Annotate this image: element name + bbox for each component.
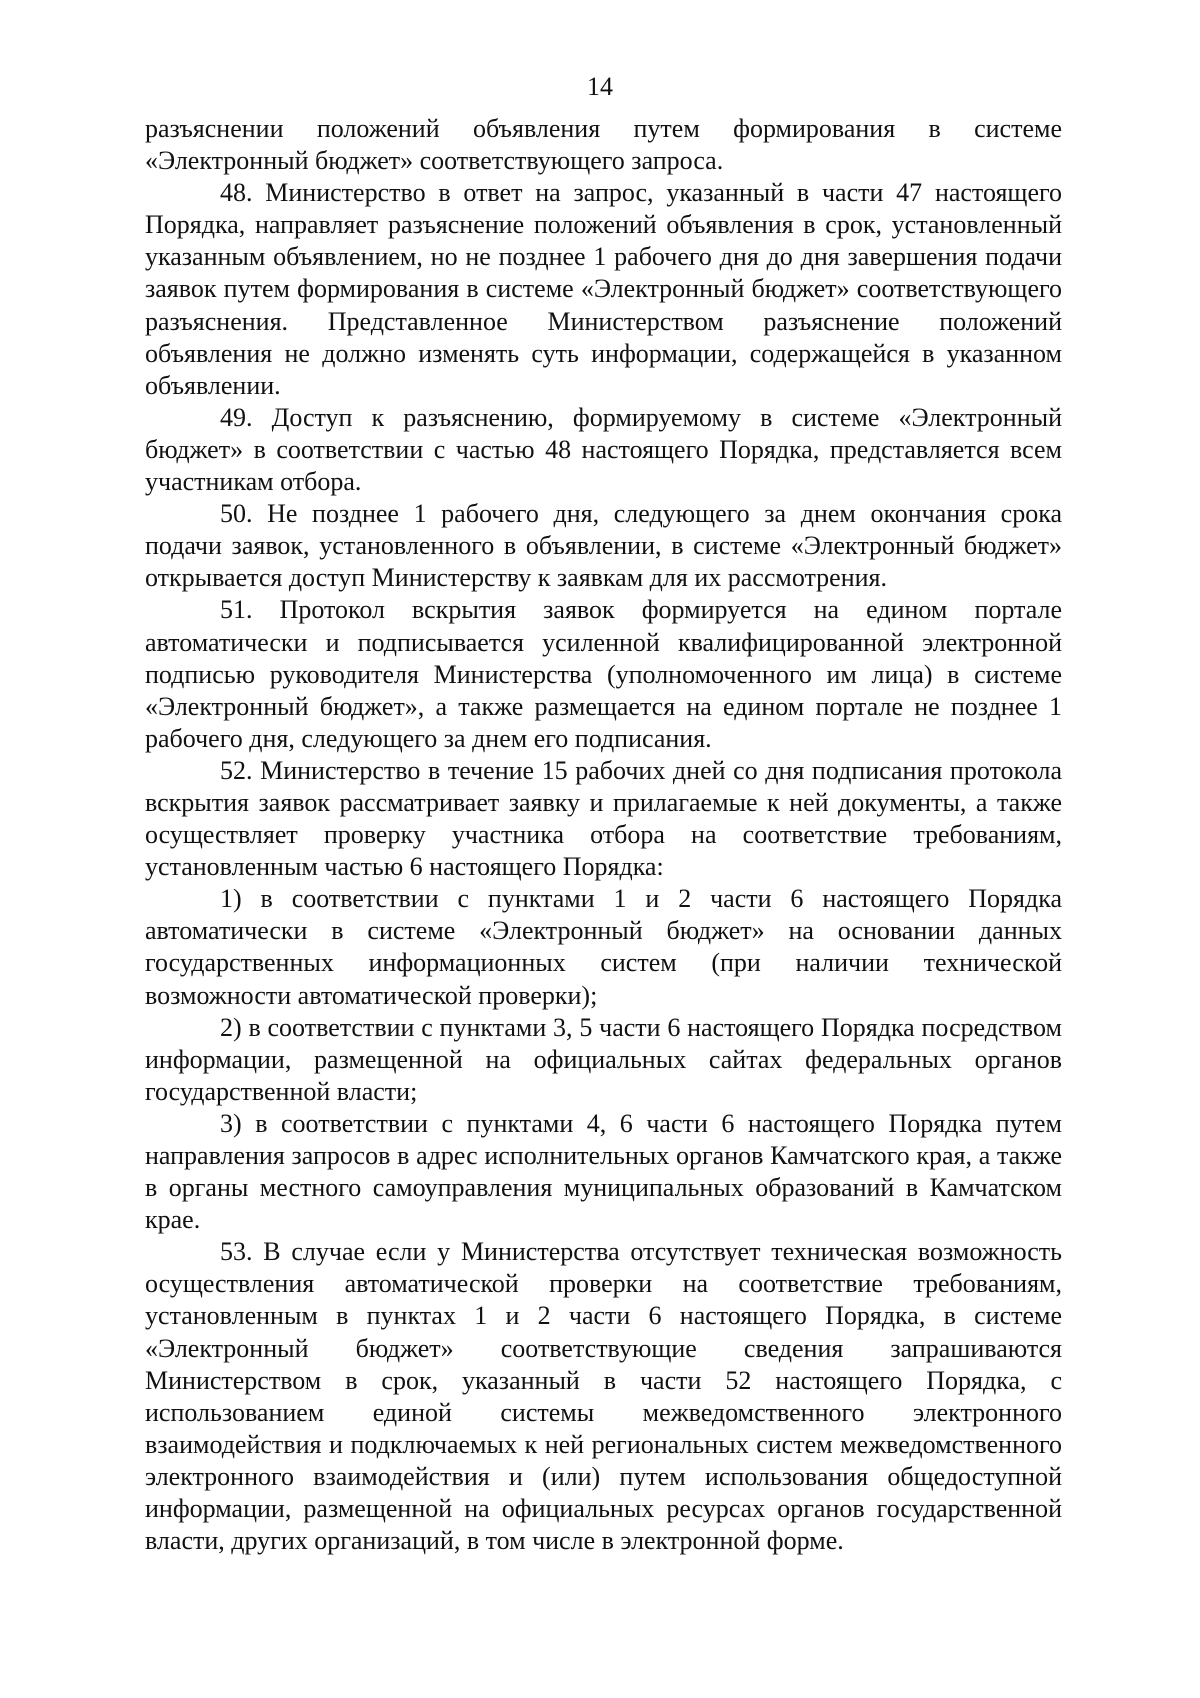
document-body <box>145 113 1062 1557</box>
list-item-52-2: 2) в соответствии с пунктами 3, 5 части 6 настоящего Порядка посредством информации, размещенной на официальных сайтах федеральных органов государственной власти; <box>145 1012 1062 1106</box>
page-number: 14 <box>587 72 613 101</box>
paragraph-48: 48. Министерство в ответ на запрос, указанный в части 47 настоящего Порядка, направляет разъяснение положений объявления в срок, установленный указанным объявлением, но не позднее 1 рабочего дня до дня завершения подачи заявок путем формирования в системе «Электронный бюджет» соответствующего разъяснения. Представленное Министерством разъяснение положений объявления не должно изменять суть информации, содержащейся в указанном объявлении. <box>145 178 1062 400</box>
list-item-52-1: 1) в соответствии с пунктами 1 и 2 части 6 настоящего Порядка автоматически в системе «Электронный бюджет» на основании данных государственных информационных систем (при наличии технической возможности автоматической проверки); <box>145 884 1062 1010</box>
paragraph-53: 53. В случае если у Министерства отсутствует техническая возможность осуществления автоматической проверки на соответствие требованиям, установленным в пунктах 1 и 2 части 6 настоящего Порядка, в системе «Электронный бюджет» соответствующие сведения запрашиваются Министерством в срок, указанный в части 52 настоящего Порядка, с использованием единой системы межведомственного электронного взаимодействия и подключаемых к ней региональных систем межведомственного электронного взаимодействия и (или) путем использования общедоступной информации, размещенной на официальных ресурсах органов государственной власти, других организаций, в том числе в электронной форме. <box>145 1237 1062 1556</box>
paragraph-52: 52. Министерство в течение 15 рабочих дней со дня подписания протокола вскрытия заявок рассматривает заявку и прилагаемые к ней документы, а также осуществляет проверку участника отбора на соответствие требованиям, установленным частью 6 настоящего Порядка: <box>145 755 1062 882</box>
paragraph-51: 51. Протокол вскрытия заявок формируется на едином портале автоматически и подписывается усиленной квалифицированной электронной подписью руководителя Министерства (уполномоченного им лица) в системе «Электронный бюджет», а также размещается на едином портале не позднее 1 рабочего дня, следующего за днем его подписания. <box>145 595 1062 753</box>
paragraph-continuation: разъяснении положений объявления путем формирования в системе «Электронный бюджет» соответствующего запроса. <box>145 114 1062 176</box>
paragraph-49: 49. Доступ к разъяснению, формируемому в системе «Электронный бюджет» в соответствии с частью 48 настоящего Порядка, представляется всем участникам отбора. <box>145 402 1062 497</box>
list-item-52-3: 3) в соответствии с пунктами 4, 6 части 6 настоящего Порядка путем направления запросов в адрес исполнительных органов Камчатского края, а также в органы местного самоуправления муниципальных образований в Камчатском крае. <box>145 1108 1062 1235</box>
paragraph-50: 50. Не позднее 1 рабочего дня, следующего за днем окончания срока подачи заявок, установленного в объявлении, в системе «Электронный бюджет» открывается доступ Министерству к заявкам для их рассмотрения. <box>145 499 1062 593</box>
